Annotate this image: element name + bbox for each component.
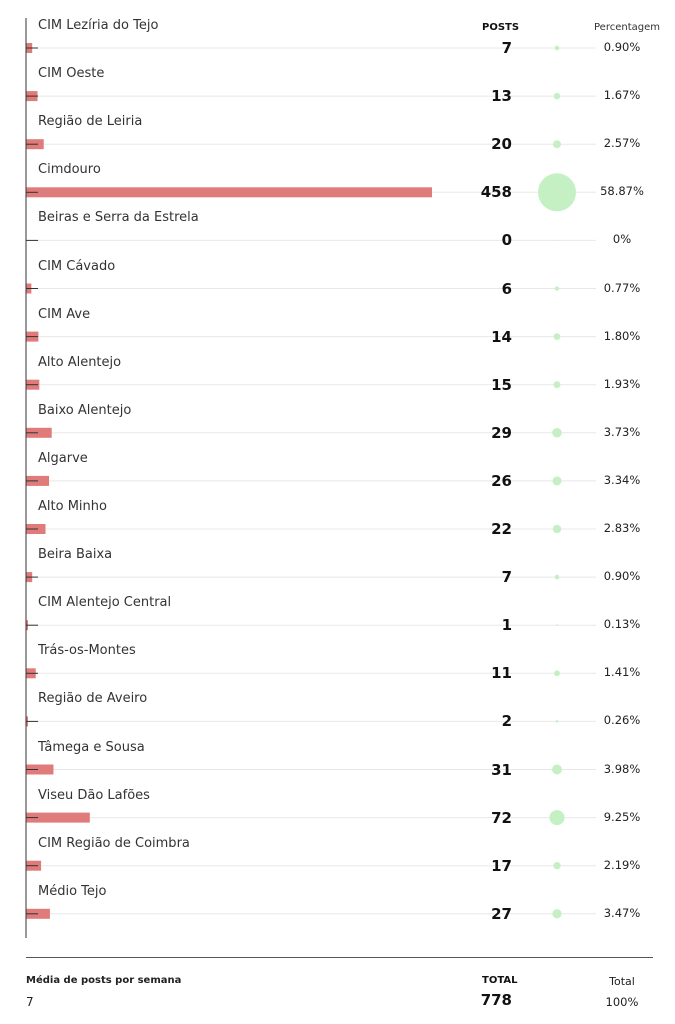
- category-label: Cimdouro: [38, 162, 101, 178]
- category-label: Tâmega e Sousa: [38, 739, 145, 755]
- value-label: 20: [491, 135, 512, 154]
- bubble: [538, 173, 576, 211]
- bubble: [556, 240, 557, 241]
- total-posts-value: 778: [480, 991, 512, 1009]
- posts-column-header: POSTS: [482, 22, 520, 33]
- percentage-label: 0.90%: [603, 569, 641, 584]
- bubble: [549, 810, 564, 825]
- category-label: Alto Alentejo: [38, 354, 122, 370]
- percentage-label: 1.93%: [603, 376, 641, 391]
- value-label: 72: [491, 808, 512, 827]
- bubble: [553, 140, 561, 148]
- value-label: 1: [501, 616, 512, 635]
- category-label: CIM Lezíria do Tejo: [38, 18, 159, 33]
- bubble: [555, 286, 559, 290]
- percentage-label: 3.98%: [603, 761, 641, 776]
- category-label: Alto Minho: [38, 499, 107, 514]
- percentage-column-header: Percentagem: [594, 22, 660, 33]
- category-label: Beira Baixa: [38, 547, 113, 563]
- bubble: [554, 381, 561, 388]
- value-label: 17: [491, 856, 512, 875]
- bubble: [552, 476, 561, 485]
- bubble: [552, 428, 562, 438]
- category-label: Médio Tejo: [38, 883, 107, 899]
- category-label: CIM Alentejo Central: [38, 595, 172, 611]
- percentage-label: 2.57%: [603, 136, 641, 151]
- category-label: CIM Cávado: [38, 258, 116, 274]
- value-label: 22: [491, 520, 512, 538]
- percentage-label: 0.13%: [603, 617, 641, 632]
- bubble: [554, 93, 560, 99]
- category-label: Trás-os-Montes: [38, 643, 136, 659]
- value-label: 26: [491, 471, 512, 490]
- value-label: 29: [491, 423, 512, 442]
- category-label: Baixo Alentejo: [38, 402, 132, 418]
- percentage-label: 2.83%: [603, 521, 641, 535]
- bubble: [556, 624, 558, 626]
- percentage-label: 1.41%: [603, 665, 641, 680]
- value-label: 14: [491, 327, 512, 346]
- percentage-label: 1.67%: [603, 88, 641, 103]
- percentage-label: 0.26%: [603, 713, 641, 728]
- avg-posts-value: 7: [26, 995, 34, 1009]
- percentage-label: 0.90%: [603, 40, 641, 54]
- bubble: [553, 862, 560, 869]
- bar: [26, 187, 432, 197]
- bubble: [552, 909, 561, 918]
- footer-divider: [26, 957, 653, 958]
- category-label: CIM Região de Coimbra: [38, 835, 190, 851]
- category-label: Viseu Dão Lafões: [38, 787, 150, 803]
- bubble: [555, 46, 560, 51]
- value-label: 27: [491, 904, 512, 923]
- value-label: 11: [491, 664, 512, 683]
- value-label: 0: [501, 231, 512, 250]
- percentage-label: 9.25%: [603, 809, 641, 824]
- value-label: 7: [501, 39, 512, 57]
- percentage-label: 3.47%: [603, 905, 641, 920]
- total-posts-title: TOTAL: [482, 975, 518, 986]
- category-label: Beiras e Serra da Estrela: [38, 210, 199, 226]
- percentage-label: 58.87%: [600, 184, 644, 199]
- avg-posts-title: Média de posts por semana: [26, 975, 182, 986]
- total-pct-title: Total: [609, 975, 635, 988]
- percentage-label: 3.34%: [603, 472, 641, 487]
- value-label: 15: [491, 375, 512, 394]
- bubble: [556, 720, 559, 723]
- category-label: Região de Leiria: [38, 114, 143, 130]
- bubble: [552, 765, 562, 775]
- category-label: Algarve: [38, 450, 88, 466]
- value-label: 31: [491, 760, 512, 779]
- value-label: 6: [501, 279, 512, 298]
- percentage-label: 2.19%: [603, 857, 641, 872]
- bubble: [554, 670, 560, 676]
- value-label: 7: [501, 568, 512, 587]
- bubble: [553, 525, 561, 533]
- value-label: 2: [501, 712, 512, 731]
- category-label: CIM Oeste: [38, 66, 105, 82]
- bubble: [555, 575, 560, 580]
- bubble: [554, 333, 561, 340]
- category-label: Região de Aveiro: [38, 691, 148, 707]
- value-label: 458: [480, 183, 512, 202]
- category-label: CIM Ave: [38, 306, 91, 322]
- total-pct-value: 100%: [605, 995, 639, 1009]
- percentage-label: 1.80%: [603, 328, 641, 343]
- percentage-label: 0.77%: [603, 280, 641, 295]
- percentage-label: 0%: [612, 232, 632, 247]
- value-label: 13: [491, 87, 512, 106]
- percentage-label: 3.73%: [603, 424, 641, 439]
